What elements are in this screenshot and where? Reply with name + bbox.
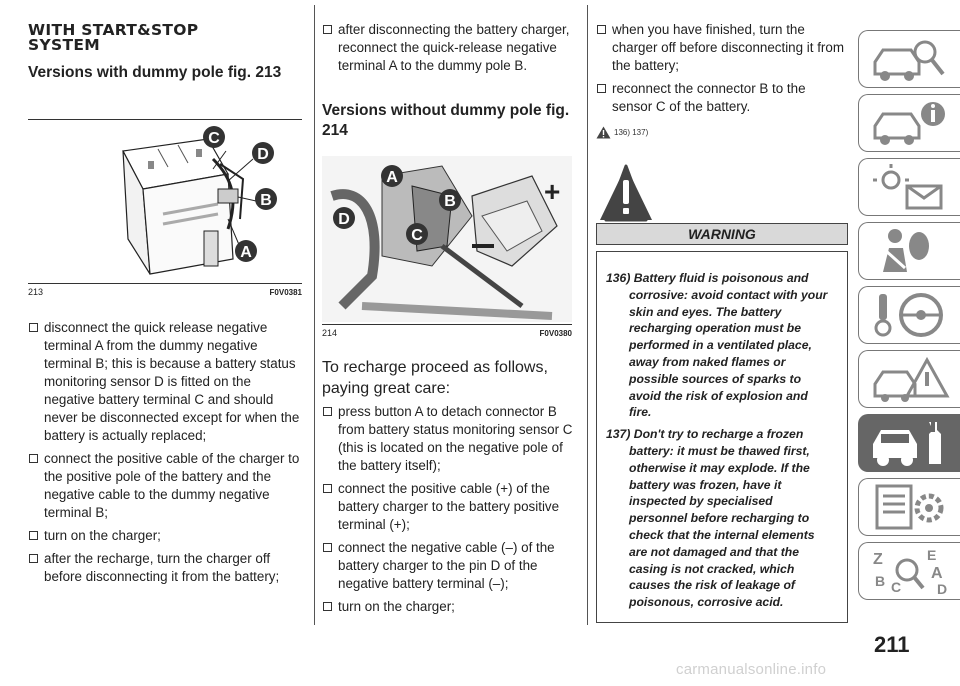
warning-refs — [596, 126, 648, 139]
figure-label: B — [444, 193, 456, 210]
maintenance-icon — [867, 416, 957, 470]
nodummy-heading: Versions without dummy pole fig. 214 — [322, 102, 570, 139]
figure-label: D — [257, 146, 269, 163]
tab-car-info[interactable] — [858, 94, 960, 152]
car-info-icon — [867, 96, 957, 150]
starting-driving-icon — [867, 288, 957, 342]
intro-text: To recharge proceed as follows, paying great care: — [322, 359, 548, 397]
column-divider — [587, 5, 588, 625]
warning-item: 136) Battery fluid is poisonous and corrosive: avoid contact with your skin and eyes. The battery recharging operation must be performed in a ventilated place, away from naked flames or possible sources of sparks to avoid the risk of explosion and fire. — [606, 271, 828, 420]
svg-text:B: B — [875, 573, 886, 589]
battery-diagram-213 — [28, 119, 302, 281]
warning-item: 137) Don't try to recharge a frozen battery: it must be thawed first, otherwise it may explode. If the battery was frozen, have it inspected by specialised personnel before recharging to check that the internal elements are not damaged and that the casing is not cracked, which causes the risk of leakage of poisonous, corrosive acid. — [606, 427, 815, 610]
page-number: 211 — [874, 632, 910, 657]
list-item: press button A to detach connector B from battery status monitoring sensor C (this is located on the negative pole of the battery itself); — [322, 403, 574, 475]
warning-ref-numbers: 136) 137) — [614, 128, 649, 137]
figure-label: D — [338, 211, 350, 228]
tab-emergency[interactable] — [858, 350, 960, 408]
figure-code: F0V0380 — [539, 329, 572, 338]
tab-maintenance[interactable] — [858, 414, 960, 472]
tab-index[interactable] — [858, 542, 960, 600]
column-divider — [314, 5, 315, 625]
dummy-heading: Versions with dummy pole fig. 213 — [28, 64, 282, 81]
nodummy-steps-list — [322, 403, 574, 621]
figure-label: C — [411, 227, 423, 244]
svg-text:C: C — [891, 579, 902, 595]
safety-airbag-icon — [867, 224, 957, 278]
technical-data-icon — [867, 480, 957, 534]
figure-213 — [28, 119, 302, 299]
figure-label: A — [240, 244, 252, 261]
car-search-icon — [867, 32, 957, 86]
list-item: after disconnecting the battery charger, reconnect the quick-release negative terminal A to the dummy pole B. — [322, 21, 574, 75]
emergency-icon — [867, 352, 957, 406]
list-item: reconnect the connector B to the sensor C of the battery. — [596, 80, 848, 116]
warning-header: WARNING — [596, 223, 848, 245]
battery-illustration — [322, 156, 572, 322]
list-item: connect the positive cable (+) of the battery charger to the battery positive terminal (+); — [322, 480, 574, 534]
tab-technical-data[interactable] — [858, 478, 960, 536]
svg-text:Z: Z — [873, 551, 883, 568]
figure-label: C — [208, 130, 220, 147]
battery-illustration — [28, 119, 302, 281]
figure-code: F0V0381 — [269, 288, 302, 297]
svg-text:E: E — [927, 547, 937, 563]
list-item: connect the positive cable of the charger to the positive pole of the battery and the negative cable to the dummy negative terminal B; — [28, 450, 303, 522]
list-item: when you have finished, turn the charger off before disconnecting it from the battery; — [596, 21, 848, 75]
dummy-steps-continued — [322, 21, 574, 80]
figure-label: A — [386, 169, 398, 186]
warning-sign-icon — [596, 164, 846, 222]
warning-text — [597, 252, 847, 611]
figure-214 — [322, 156, 572, 340]
section-title — [28, 23, 198, 53]
tab-starting-driving[interactable] — [858, 286, 960, 344]
nodummy-steps-continued — [596, 21, 848, 121]
warning-triangle-icon — [596, 126, 611, 139]
index-icon — [867, 544, 957, 598]
figure-number: 213 — [28, 287, 44, 297]
watermark: carmanualsonline.info — [676, 661, 827, 678]
list-item: turn on the charger; — [28, 527, 303, 545]
warning-lights-icon — [867, 160, 957, 214]
list-item: disconnect the quick release negative terminal A from the dummy negative terminal B; this is because a battery status monitoring sensor D is fitted on the negative battery terminal C and should never be disconnected except for when the battery is actually replaced; — [28, 319, 303, 445]
svg-text:A: A — [931, 565, 943, 582]
figure-label: B — [260, 192, 272, 209]
figure-number: 214 — [322, 328, 338, 338]
svg-text:+: + — [544, 176, 561, 207]
tab-car-search[interactable] — [858, 30, 960, 88]
section-title-line: SYSTEM — [28, 36, 100, 54]
dummy-steps-list — [28, 319, 303, 591]
tab-warning-lights[interactable] — [858, 158, 960, 216]
list-item: turn on the charger; — [322, 598, 574, 616]
battery-diagram-214 — [322, 156, 572, 322]
svg-text:D: D — [937, 581, 948, 597]
section-title-line: WITH START&STOP — [28, 21, 199, 39]
list-item: after the recharge, turn the charger off before disconnecting it from the battery; — [28, 550, 303, 586]
list-item: connect the negative cable (–) of the battery charger to the pin D of the negative battery terminal (–); — [322, 539, 574, 593]
tab-safety[interactable] — [858, 222, 960, 280]
warning-box — [596, 251, 848, 623]
